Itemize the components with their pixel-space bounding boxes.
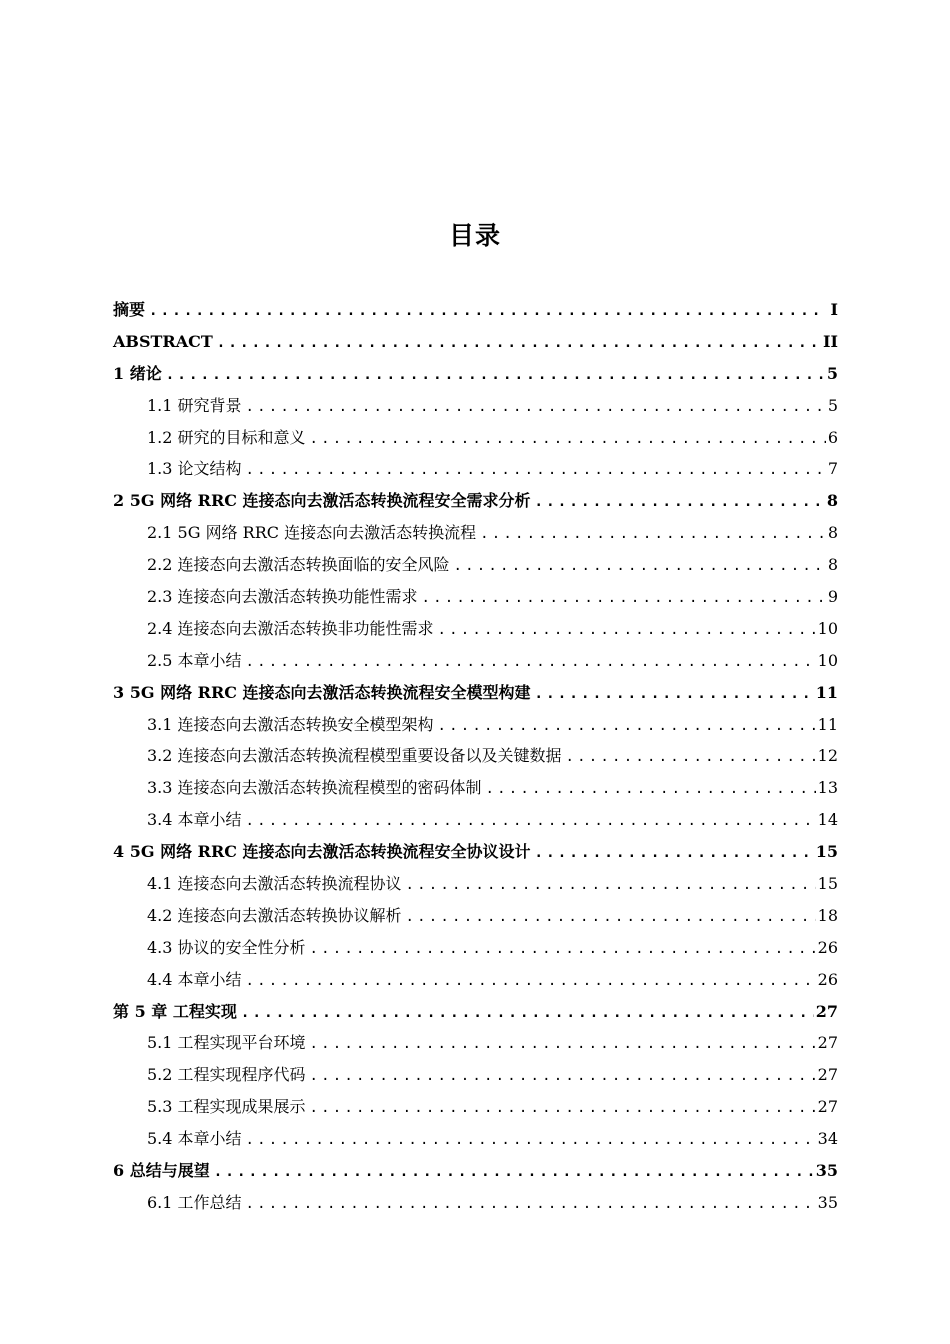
toc-page-number: 18 <box>817 905 838 925</box>
toc-page-number: 10 <box>817 618 838 638</box>
toc-section-entry[interactable] <box>113 422 838 454</box>
toc-section-entry[interactable] <box>113 517 838 549</box>
toc-page-number: 7 <box>827 459 838 479</box>
toc-dot-leader <box>246 1189 816 1221</box>
toc-page-number: 27 <box>817 1097 838 1117</box>
toc-entry-title: 2.1 5G 网络 RRC 连接态向去激活态转换流程 <box>147 523 477 543</box>
toc-entry-title: 4.4 本章小结 <box>147 969 242 989</box>
toc-entry-title: 第 5 章 工程实现 <box>113 1001 237 1021</box>
toc-entry-title: 1.1 研究背景 <box>147 395 242 415</box>
toc-section-entry[interactable] <box>113 868 838 900</box>
toc-section-entry[interactable] <box>113 1059 838 1091</box>
toc-section-entry[interactable] <box>113 1027 838 1059</box>
toc-entry-title: 1 绪论 <box>113 363 162 383</box>
toc-page-number: 5 <box>827 395 838 415</box>
toc-dot-leader <box>406 902 816 934</box>
toc-dot-leader <box>310 1061 816 1093</box>
toc-page-number: 26 <box>817 937 838 957</box>
toc-entry-title: 4.1 连接态向去激活态转换流程协议 <box>147 874 402 894</box>
toc-page-number: II <box>823 331 838 351</box>
toc-section-entry[interactable] <box>113 772 838 804</box>
toc-dot-leader <box>246 966 816 998</box>
toc-entry-title: 2.5 本章小结 <box>147 650 242 670</box>
toc-entry-title: 6.1 工作总结 <box>147 1192 242 1212</box>
toc-list <box>113 294 838 1219</box>
toc-page-number: 8 <box>827 523 838 543</box>
toc-page-number: 11 <box>815 682 838 702</box>
toc-section-entry[interactable] <box>113 709 838 741</box>
toc-page-number: 27 <box>815 1001 838 1021</box>
toc-dot-leader <box>566 742 816 774</box>
toc-page-number: 26 <box>817 969 838 989</box>
toc-entry-title: 4.2 连接态向去激活态转换协议解析 <box>147 905 402 925</box>
toc-entry-title: 5.2 工程实现程序代码 <box>147 1065 306 1085</box>
toc-page-number: 35 <box>817 1192 838 1212</box>
toc-page-number: 10 <box>817 650 838 670</box>
toc-entry-title: 2.3 连接态向去激活态转换功能性需求 <box>147 587 418 607</box>
toc-page-number: 34 <box>817 1129 838 1149</box>
toc-title: 目录 <box>448 221 501 250</box>
toc-page-number: 27 <box>817 1065 838 1085</box>
toc-chapter-entry[interactable] <box>113 326 838 358</box>
toc-chapter-entry[interactable] <box>113 996 838 1028</box>
toc-page-number: 5 <box>826 363 838 383</box>
toc-dot-leader <box>310 1029 816 1061</box>
toc-page-number: 6 <box>827 427 838 447</box>
toc-chapter-entry[interactable] <box>113 836 838 868</box>
toc-entry-title: 2 5G 网络 RRC 连接态向去激活态转换流程安全需求分析 <box>113 491 531 511</box>
toc-dot-leader <box>480 519 826 551</box>
toc-section-entry[interactable] <box>113 453 838 485</box>
toc-dot-leader <box>535 487 825 519</box>
toc-chapter-entry[interactable] <box>113 294 838 326</box>
toc-page-number: 8 <box>827 555 838 575</box>
toc-entry-title: 2.2 连接态向去激活态转换面临的安全风险 <box>147 555 450 575</box>
toc-entry-title: 6 总结与展望 <box>113 1161 210 1181</box>
toc-entry-title: 摘要 <box>113 300 146 319</box>
toc-section-entry[interactable] <box>113 581 838 613</box>
toc-dot-leader <box>422 583 826 615</box>
toc-dot-leader <box>246 392 826 424</box>
toc-section-entry[interactable] <box>113 964 838 996</box>
toc-entry-title: 3.3 连接态向去激活态转换流程模型的密码体制 <box>147 778 482 798</box>
toc-dot-leader <box>535 838 814 870</box>
toc-chapter-entry[interactable] <box>113 358 838 390</box>
toc-page-number: 13 <box>817 778 838 798</box>
toc-dot-leader <box>166 360 825 392</box>
toc-entry-title: 5.4 本章小结 <box>147 1129 242 1149</box>
toc-section-entry[interactable] <box>113 740 838 772</box>
toc-dot-leader <box>246 647 816 679</box>
toc-page-number: 11 <box>817 714 838 734</box>
toc-dot-leader <box>246 1125 816 1157</box>
toc-section-entry[interactable] <box>113 613 838 645</box>
toc-entry-title: 4.3 协议的安全性分析 <box>147 937 306 957</box>
toc-section-entry[interactable] <box>113 390 838 422</box>
toc-entry-title: 5.1 工程实现平台环境 <box>147 1033 306 1053</box>
toc-dot-leader <box>149 296 826 328</box>
toc-page-number: 15 <box>817 874 838 894</box>
toc-chapter-entry[interactable] <box>113 677 838 709</box>
toc-section-entry[interactable] <box>113 1091 838 1123</box>
toc-section-entry[interactable] <box>113 1187 838 1219</box>
toc-entry-title: 3.4 本章小结 <box>147 810 242 830</box>
toc-page-number: 35 <box>815 1161 838 1181</box>
toc-entry-title: 1.3 论文结构 <box>147 459 242 479</box>
toc-entry-title: 3.2 连接态向去激活态转换流程模型重要设备以及关键数据 <box>147 746 562 766</box>
toc-entry-title: 5.3 工程实现成果展示 <box>147 1097 306 1117</box>
toc-section-entry[interactable] <box>113 549 838 581</box>
toc-entry-title: ABSTRACT <box>113 331 213 351</box>
toc-dot-leader <box>310 934 816 966</box>
toc-section-entry[interactable] <box>113 1123 838 1155</box>
toc-dot-leader <box>241 998 814 1030</box>
toc-entry-title: 1.2 研究的目标和意义 <box>147 427 306 447</box>
toc-page-number: 12 <box>817 746 838 766</box>
toc-dot-leader <box>214 1157 814 1189</box>
toc-dot-leader <box>246 455 826 487</box>
toc-dot-leader <box>217 328 821 360</box>
toc-entry-title: 3 5G 网络 RRC 连接态向去激活态转换流程安全模型构建 <box>113 682 531 702</box>
toc-section-entry[interactable] <box>113 932 838 964</box>
toc-entry-title: 4 5G 网络 RRC 连接态向去激活态转换流程安全协议设计 <box>113 842 531 862</box>
toc-dot-leader <box>454 551 826 583</box>
toc-dot-leader <box>535 679 814 711</box>
toc-page-number: 27 <box>817 1033 838 1053</box>
toc-page-number: 14 <box>817 810 838 830</box>
toc-dot-leader <box>246 806 816 838</box>
toc-entry-title: 2.4 连接态向去激活态转换非功能性需求 <box>147 618 434 638</box>
toc-section-entry[interactable] <box>113 804 838 836</box>
toc-dot-leader <box>486 774 816 806</box>
toc-chapter-entry[interactable] <box>113 485 838 517</box>
toc-section-entry[interactable] <box>113 645 838 677</box>
toc-section-entry[interactable] <box>113 900 838 932</box>
toc-dot-leader <box>310 1093 816 1125</box>
toc-dot-leader <box>438 711 816 743</box>
toc-dot-leader <box>438 615 816 647</box>
toc-page-number: 15 <box>815 842 838 862</box>
toc-chapter-entry[interactable] <box>113 1155 838 1187</box>
toc-dot-leader <box>310 424 826 456</box>
toc-page-number: 8 <box>826 491 838 511</box>
toc-dot-leader <box>406 870 816 902</box>
toc-entry-title: 3.1 连接态向去激活态转换安全模型架构 <box>147 714 434 734</box>
toc-page-number: 9 <box>827 587 838 607</box>
toc-page-number: I <box>830 300 838 319</box>
